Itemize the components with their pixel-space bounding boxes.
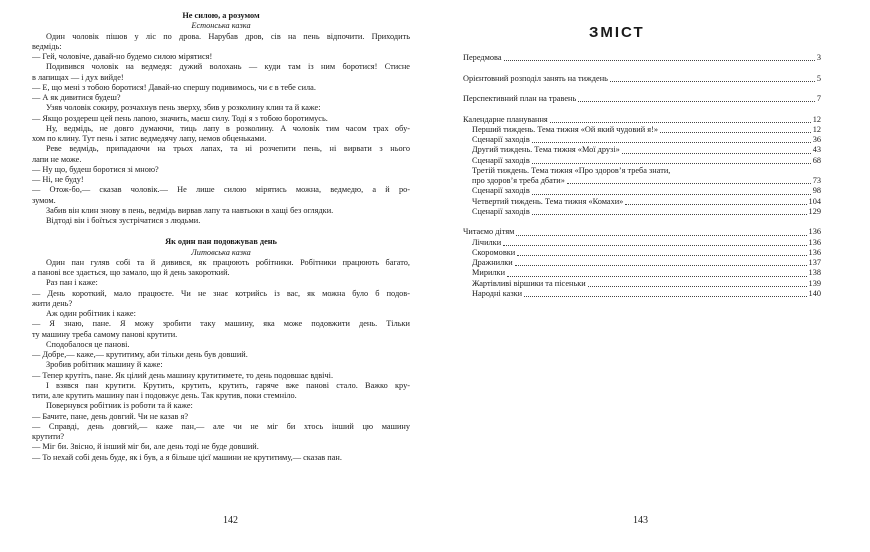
text-line: Відтоді він і боїться зустрічатися з людьми. (46, 216, 201, 225)
toc-leader-dots (660, 132, 811, 133)
toc-entry-page: 43 (812, 145, 821, 155)
text-line: — Гей, чоловіче, давай-но будемо силою мірятися! (32, 52, 213, 61)
right-page-number: 143 (633, 515, 648, 526)
toc-leader-dots (532, 163, 811, 164)
text-line: Один пан гуляв собі та й дивився, як працюють робітники. Робітники працюють багато, (46, 257, 410, 267)
toc-leader-dots (507, 276, 807, 277)
text-line: — А як дивитися будеш? (32, 93, 121, 102)
toc-leader-dots (503, 245, 806, 246)
text-line: крутити? (32, 432, 65, 441)
toc-heading: ЗМІСТ (589, 24, 645, 41)
toc-leader-dots (532, 194, 811, 195)
toc-entry-page: 129 (808, 206, 821, 216)
toc-entry-page: 98 (812, 186, 821, 196)
story1-title: Не силою, а розумом (182, 11, 260, 20)
text-line: — Я знаю, пане. Я можу зробити таку машину, яка може подовжити день. Тільки (32, 319, 410, 329)
story1-body (32, 32, 410, 227)
toc-entry-title: Календарне планування (463, 114, 548, 124)
text-line: — Міг би. Звісно, й інший міг би, але день тоді не буде довший. (32, 442, 259, 452)
toc-entry-title: Сценарії заходів (472, 155, 530, 165)
toc-entry (463, 74, 821, 84)
toc-entry-page: 138 (808, 268, 821, 278)
toc-entry (463, 176, 821, 186)
toc-entry (463, 207, 821, 217)
toc-leader-dots (532, 214, 807, 215)
toc-entry-title: про здоров’я треба дбати» (472, 176, 565, 185)
story2-title: Як один пан подовжував день (165, 237, 277, 247)
toc-leader-dots (532, 142, 811, 143)
toc-leader-dots (567, 183, 811, 184)
toc-entry (463, 227, 821, 237)
toc-entry-page: 12 (812, 114, 821, 124)
toc-entry-title: Мирилки (472, 268, 506, 278)
toc-entry-page: 137 (808, 258, 821, 267)
toc-entry-title: Скоромовки (472, 247, 516, 257)
toc-entry-page: 136 (808, 227, 821, 237)
text-line: Забив він клин знову в пень, ведмідь вирвав лапу та навтьоки в хащі без оглядки. (46, 205, 334, 215)
toc-entry (463, 197, 821, 207)
toc-entry-page: 136 (808, 247, 821, 257)
text-line: — Тепер крутіть, пане. Як цілий день машину крутитимете, то день подовшає вдвічі. (32, 370, 334, 380)
text-line: жити день? (32, 298, 73, 308)
toc-entry-title: Перспективний план на травень (463, 94, 577, 103)
toc-entry-page: 140 (808, 288, 821, 298)
toc-entry-title: Лічилки (472, 237, 502, 247)
text-line: — День короткий, мало працюєте. Чи не знає котрийсь із вас, як можна було б подов- (32, 288, 410, 298)
toc-entry-title: Передмова (463, 53, 502, 62)
toc-leader-dots (516, 235, 806, 236)
toc-entry (463, 125, 821, 135)
toc-entry-title: Сценарії заходів (472, 206, 530, 216)
toc-entry-title-line: Третій тиждень. Тема тижня «Про здоров’я треба знати, (472, 165, 671, 175)
text-line: — Бачите, пане, день довгий. Чи не казав я? (32, 411, 189, 421)
text-line: тити, але крутить машину пан і подовжує день. Так крутив, поки стемніло. (32, 391, 297, 400)
text-line: Повернувся робітник із роботи та й каже: (46, 401, 193, 411)
text-line: лапи не може. (32, 154, 82, 164)
text-line: — Е, що мені з тобою боротися! Давай-но спершу подивимось, чи є в тебе сила. (32, 82, 316, 92)
toc-entry (463, 156, 821, 166)
toc-entry (463, 279, 821, 289)
toc-entry (463, 258, 821, 268)
text-line: Аж один робітник і каже: (46, 309, 136, 318)
text-line: Зробив робітник машину й каже: (46, 360, 163, 370)
text-line: Раз пан і каже: (46, 278, 98, 288)
toc-entry (463, 268, 821, 278)
toc-entry-title: Сценарії заходів (472, 186, 530, 196)
toc-leader-dots (517, 255, 806, 256)
toc-entry (463, 115, 821, 125)
text-line: Узяв чоловік сокиру, розчахнув пень зверху, збив у розколину клин та й каже: (46, 103, 321, 113)
toc-leader-dots (625, 204, 806, 205)
toc-entry-page: 73 (812, 176, 821, 185)
toc-leader-dots (504, 60, 815, 61)
text-line: а панові все здається, що замало, що й день закороткий. (32, 268, 230, 277)
toc-entry (463, 289, 821, 299)
text-line: І взявся пан крутити. Крутить, крутить, крутить, гаряче вже панові стало. Важко кру- (46, 380, 410, 390)
toc-entry (463, 238, 821, 248)
toc-entry (463, 94, 821, 104)
toc-entry (463, 145, 821, 155)
toc-entry-title: Четвертий тиждень. Тема тижня «Комахи» (472, 196, 624, 206)
text-line: хом по клину. Тут пень і затис ведмедячу лапу, немов обценьками. (32, 134, 267, 143)
toc-entry-page: 36 (812, 135, 821, 144)
toc-leader-dots (524, 296, 806, 297)
text-line: Сподобалося це панові. (46, 339, 130, 349)
toc-entry-page: 104 (808, 196, 821, 206)
text-line: зумом. (32, 195, 56, 205)
toc-entry-title: Жартівливі віршики та пісеньки (472, 278, 586, 288)
toc-entry-page: 136 (808, 237, 821, 247)
toc-entry-page: 7 (816, 94, 821, 103)
text-line: — То нехай собі день буде, як і був, а я більше цієї машини не крутитиму,— сказав пан. (32, 452, 342, 462)
toc-entry-title: Орієнтовний розподіл занять на тиждень (463, 73, 608, 83)
toc-entry-page: 3 (816, 53, 821, 62)
toc-entry-page: 139 (808, 278, 821, 288)
text-line: в лапищах — і дух вийде! (32, 72, 124, 82)
toc-entry-title: Перший тиждень. Тема тижня «Ой який чудовий я!» (472, 124, 658, 134)
text-line: Ну, ведмідь, не довго думаючи, тиць лапу в розколину. А чоловік тим часом трах обу- (46, 123, 410, 133)
toc-entry-title: Дражнилки (472, 258, 513, 267)
table-of-contents (463, 53, 821, 299)
toc-leader-dots (515, 265, 807, 266)
text-line: — Якщо роздереш цей пень лапою, значить, маєш силу. Тоді я з тобою боротимусь. (32, 113, 328, 123)
text-line: ту машину треба самому панові крутити. (32, 329, 178, 339)
text-line: Реве ведмідь, припадаючи на трьох лапах, та ні розчепити пень, ні вирвати з нього (46, 144, 410, 154)
text-line: ведмідь: (32, 41, 62, 51)
text-line: — Справді, день довгий,— каже пан,— але чи не міг би хтось інший цю машину (32, 421, 410, 431)
story2-subtitle: Литовська казка (191, 247, 251, 257)
text-line: — Ні, не буду! (32, 175, 84, 184)
toc-entry-title: Сценарії заходів (472, 135, 530, 144)
toc-entry (463, 248, 821, 258)
toc-entry (463, 135, 821, 145)
text-line: — Отож-бо,— сказав чоловік.— Не лише силою мірятись можна, ведмедю, а й ро- (32, 185, 410, 195)
toc-leader-dots (550, 122, 811, 123)
toc-entry-title: Народні казки (472, 288, 523, 298)
toc-entry-title: Читаємо дітям (463, 227, 515, 237)
toc-entry-page: 68 (812, 155, 821, 165)
text-line: — Добре,— каже,— крутитиму, аби тільки день був довший. (32, 350, 248, 359)
toc-leader-dots (622, 153, 811, 154)
toc-leader-dots (588, 286, 807, 287)
left-page-text (32, 11, 410, 463)
toc-entry (463, 53, 821, 63)
text-line: Подивився чоловік на ведмедя: дужий волохань — куди там із ним боротися! Стисне (46, 62, 410, 72)
left-page-number: 142 (223, 515, 238, 526)
toc-entry-title: Другий тиждень. Тема тижня «Мої друзі» (472, 145, 620, 155)
toc-entry-page: 12 (812, 124, 821, 134)
story1-subtitle: Естонська казка (191, 21, 251, 31)
toc-entry (463, 186, 821, 196)
text-line: Один чоловік пішов у ліс по дрова. Нарубав дров, сів на пень відпочити. Приходить (46, 31, 410, 41)
story2-body (32, 258, 410, 463)
toc-leader-dots (578, 101, 815, 102)
toc-leader-dots (610, 81, 815, 82)
toc-entry-page: 5 (816, 73, 821, 83)
text-line: — Ну що, будеш боротися зі мною? (32, 164, 159, 174)
